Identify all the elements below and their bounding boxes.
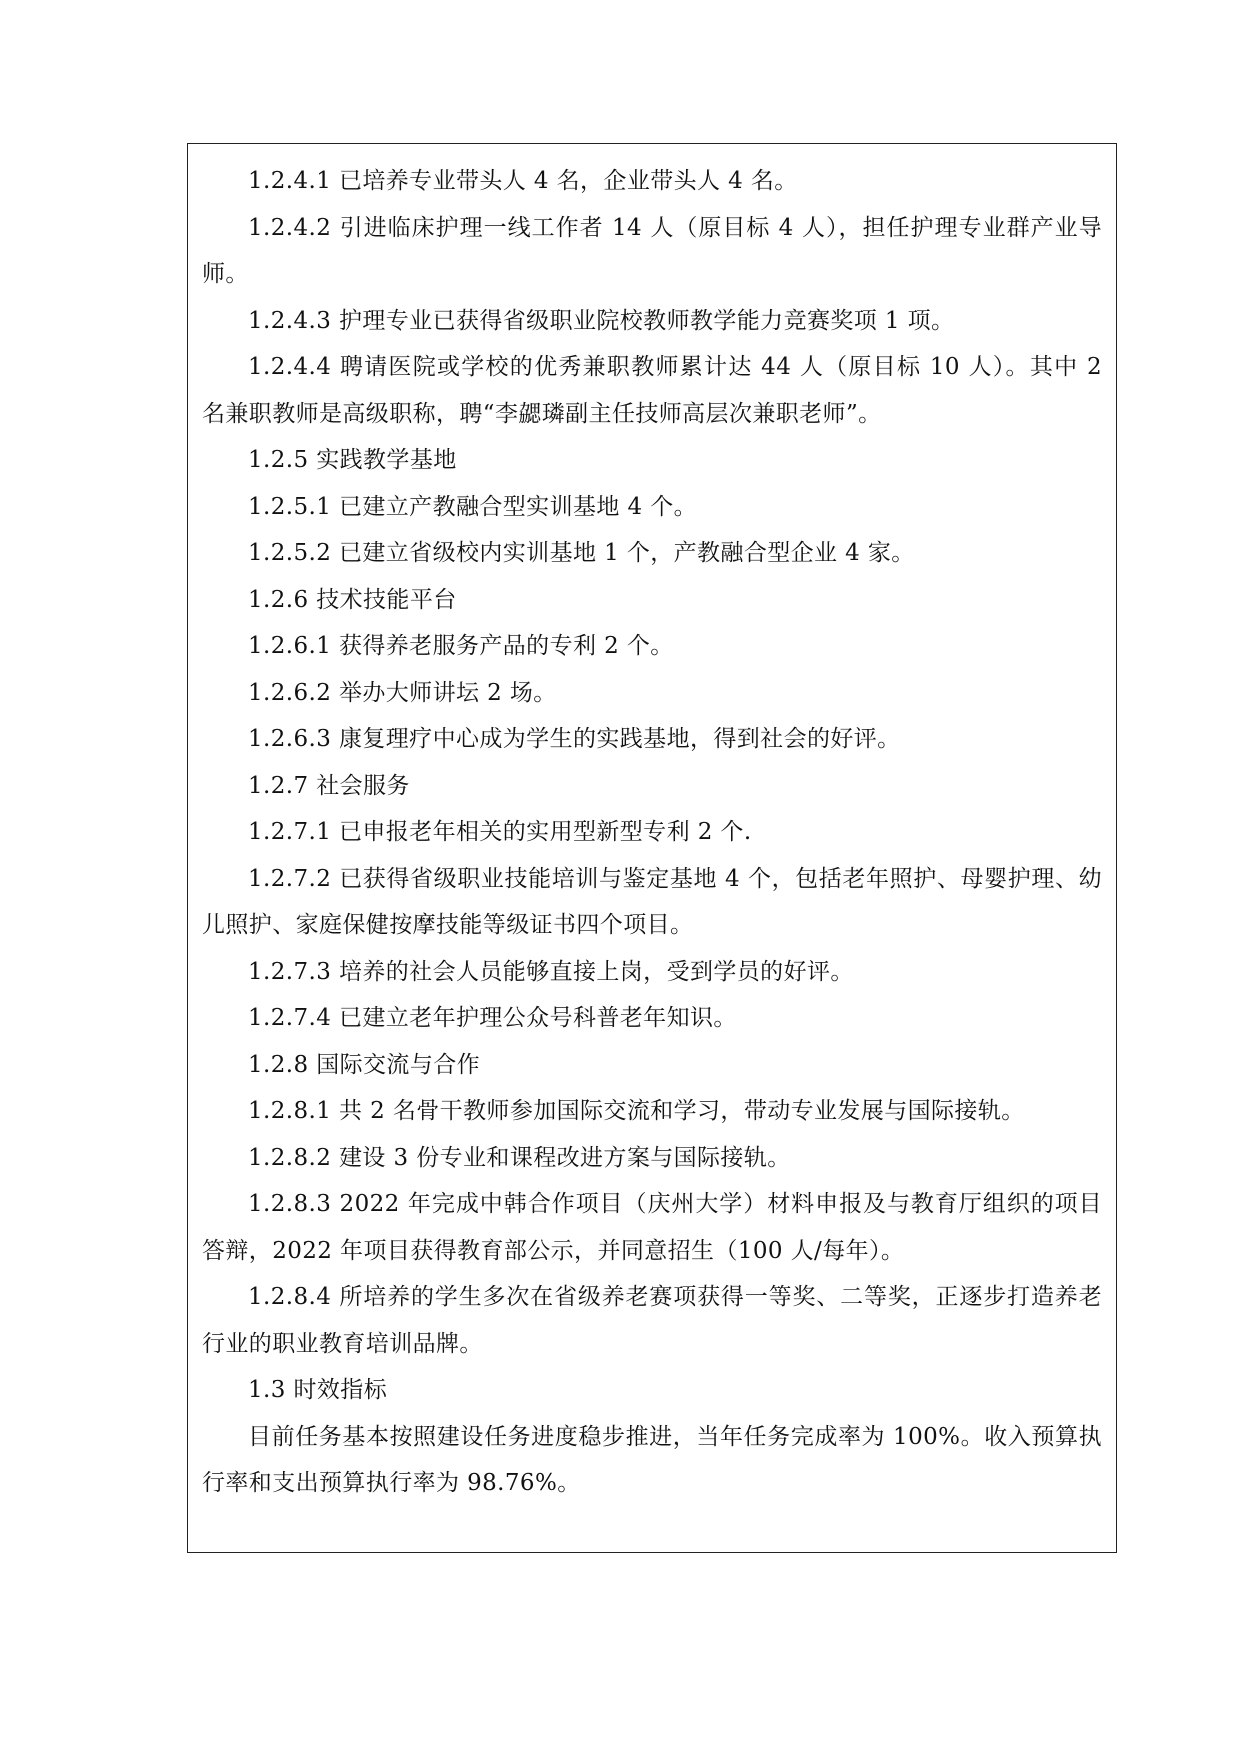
paragraph: 1.2.5.2 已建立省级校内实训基地 1 个，产教融合型企业 4 家。 [248,540,915,566]
paragraph: 1.2.4.2 引进临床护理一线工作者 14 人（原目标 4 人），担任护理专业群产业导师。 [202,214,1102,287]
paragraph: 1.2.8.4 所培养的学生多次在省级养老赛项获得一等奖、二等奖，正逐步打造养老行业的职业教育培训品牌。 [202,1284,1102,1357]
paragraph: 1.2.8.3 2022 年完成中韩合作项目（庆州大学）材料申报及与教育厅组织的项目答辩，2022 年项目获得教育部公示，并同意招生（100 人/每年）。 [202,1191,1102,1264]
document-body [202,158,1102,1507]
paragraph: 1.2.7.1 已申报老年相关的实用型新型专利 2 个. [248,819,752,845]
paragraph: 1.2.7.4 已建立老年护理公众号科普老年知识。 [248,1005,737,1031]
section-heading: 1.2.5 实践教学基地 [248,447,457,473]
section-heading: 1.2.8 国际交流与合作 [248,1051,481,1078]
paragraph: 1.2.8.2 建设 3 份专业和课程改进方案与国际接轨。 [248,1144,791,1171]
paragraph: 1.2.7.3 培养的社会人员能够直接上岗，受到学员的好评。 [248,958,854,985]
section-heading: 1.3 时效指标 [248,1377,388,1403]
paragraph: 1.2.4.1 已培养专业带头人 4 名，企业带头人 4 名。 [248,168,798,194]
section-heading: 1.2.7 社会服务 [248,772,410,799]
paragraph: 1.2.7.2 已获得省级职业技能培训与鉴定基地 4 个，包括老年照护、母婴护理、幼儿照护、家庭保健按摩技能等级证书四个项目。 [202,865,1102,938]
paragraph: 1.2.4.4 聘请医院或学校的优秀兼职教师累计达 44 人（原目标 10 人）。其中 2 名兼职教师是高级职称，聘“李勰璘副主任技师高层次兼职老师”。 [202,354,1102,427]
paragraph: 1.2.6.2 举办大师讲坛 2 场。 [248,679,557,706]
paragraph: 1.2.6.1 获得养老服务产品的专利 2 个。 [248,633,674,659]
paragraph: 1.2.6.3 康复理疗中心成为学生的实践基地，得到社会的好评。 [248,726,901,752]
section-heading: 1.2.6 技术技能平台 [248,586,457,613]
paragraph: 1.2.8.1 共 2 名骨干教师参加国际交流和学习，带动专业发展与国际接轨。 [248,1098,1025,1124]
paragraph: 1.2.4.3 护理专业已获得省级职业院校教师教学能力竞赛奖项 1 项。 [248,307,955,334]
paragraph: 目前任务基本按照建设任务进度稳步推进，当年任务完成率为 100%。收入预算执行率和支出预算执行率为 98.76%。 [202,1423,1102,1496]
paragraph: 1.2.5.1 已建立产教融合型实训基地 4 个。 [248,493,698,520]
